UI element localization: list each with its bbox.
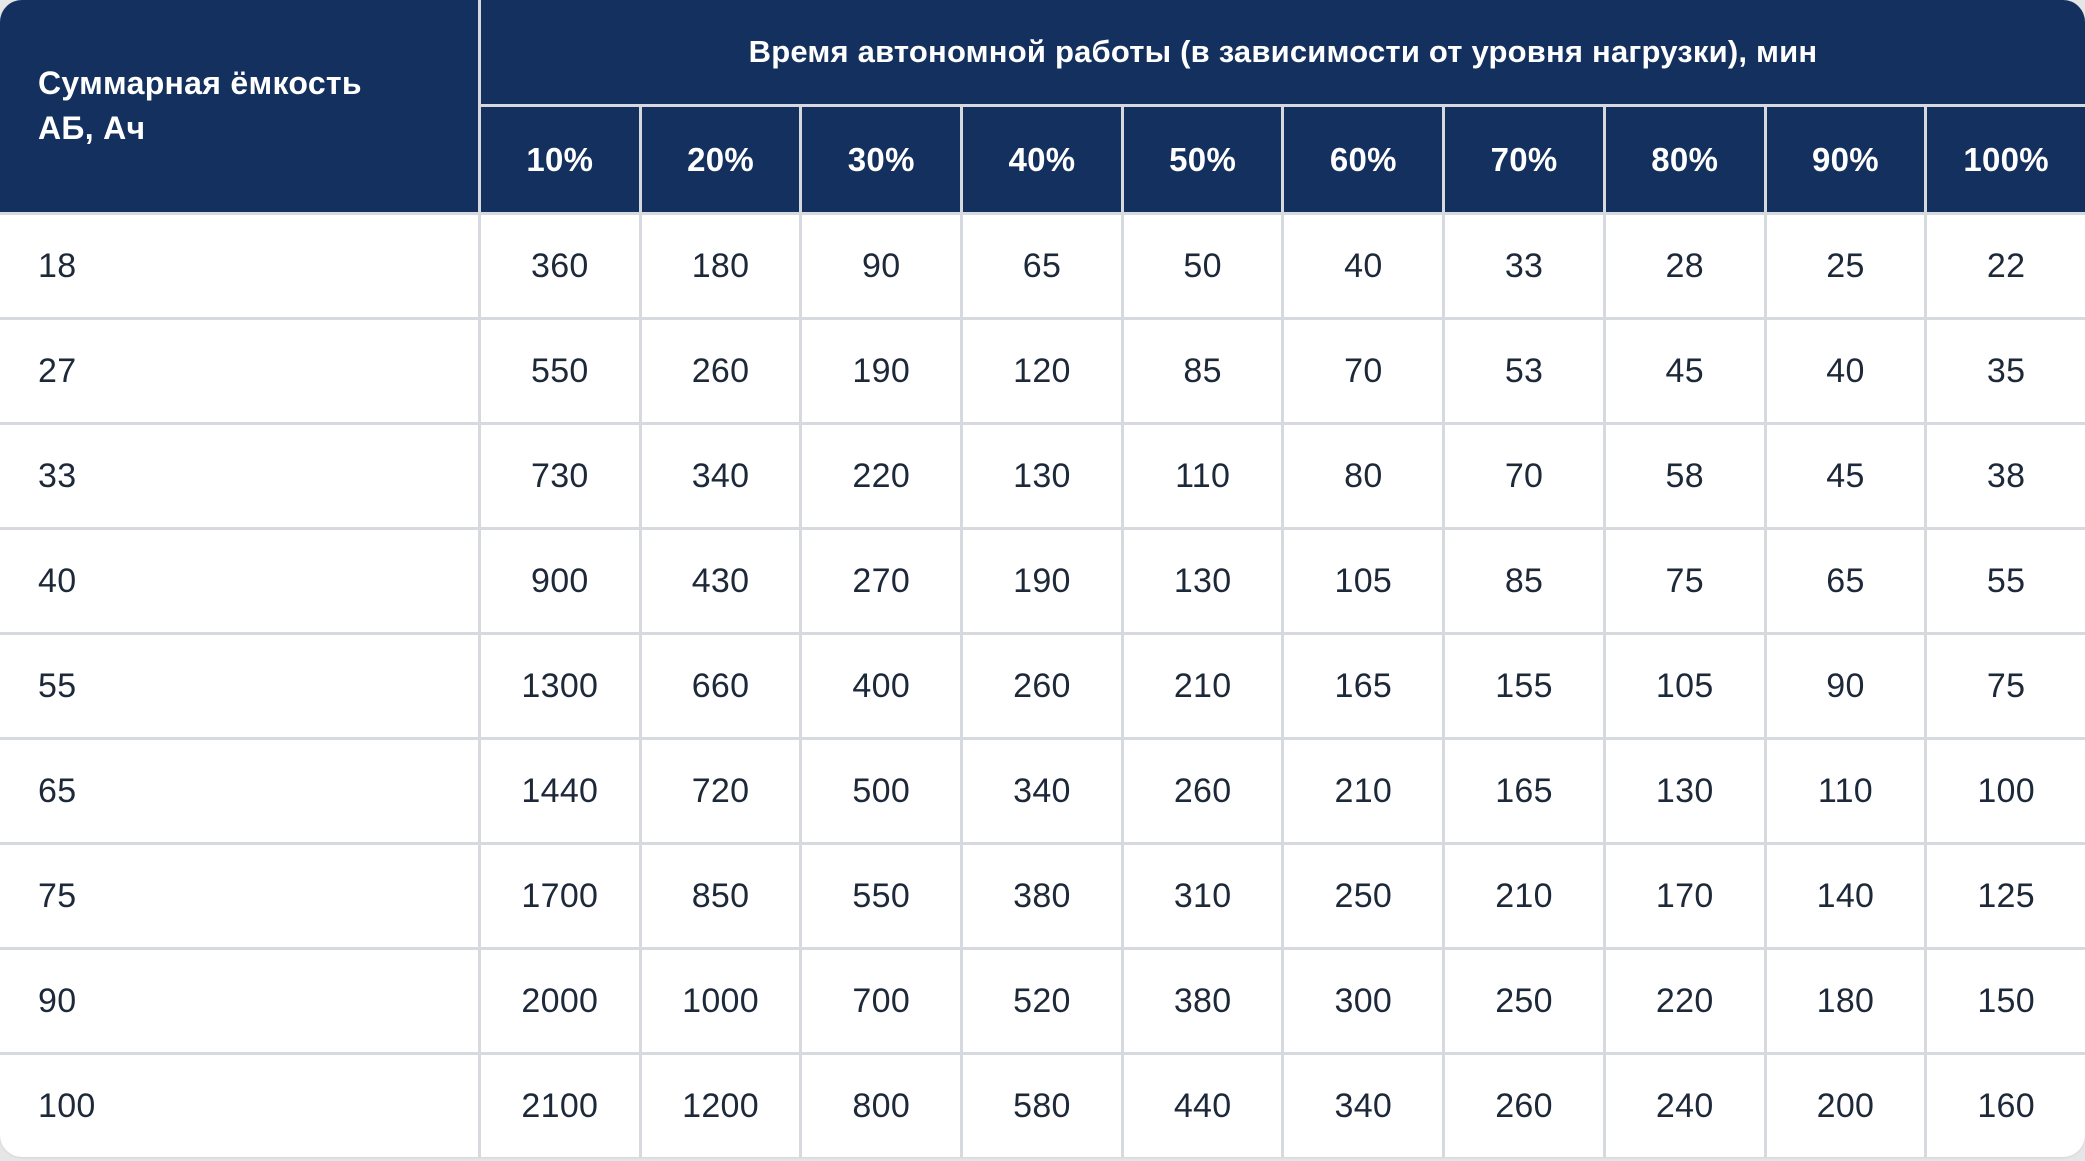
runtime-value-cell: 800 [802,1055,960,1157]
load-level-header-6: 60% [1284,107,1442,212]
runtime-value-cell: 270 [802,530,960,632]
load-level-header-4: 40% [963,107,1121,212]
runtime-value-cell: 28 [1606,215,1764,317]
runtime-value-cell: 105 [1606,635,1764,737]
runtime-value-cell: 380 [1124,950,1282,1052]
load-level-header-9: 90% [1767,107,1925,212]
runtime-value-cell: 130 [1606,740,1764,842]
runtime-value-cell: 55 [1927,530,2085,632]
runtime-value-cell: 660 [642,635,800,737]
runtime-value-cell: 125 [1927,845,2085,947]
runtime-value-cell: 210 [1124,635,1282,737]
runtime-value-cell: 2100 [481,1055,639,1157]
load-level-header-7: 70% [1445,107,1603,212]
runtime-value-cell: 700 [802,950,960,1052]
runtime-value-cell: 190 [802,320,960,422]
runtime-value-cell: 38 [1927,425,2085,527]
capacity-cell: 33 [0,425,478,527]
runtime-value-cell: 260 [1124,740,1282,842]
runtime-value-cell: 500 [802,740,960,842]
load-level-header-2: 20% [642,107,800,212]
runtime-value-cell: 140 [1767,845,1925,947]
runtime-value-cell: 50 [1124,215,1282,317]
runtime-value-cell: 210 [1284,740,1442,842]
runtime-value-cell: 85 [1124,320,1282,422]
runtime-value-cell: 165 [1284,635,1442,737]
runtime-group-header: Время автономной работы (в зависимости от уровня нагрузки), мин [481,0,2085,104]
capacity-cell: 90 [0,950,478,1052]
runtime-value-cell: 550 [481,320,639,422]
runtime-value-cell: 900 [481,530,639,632]
runtime-value-cell: 75 [1927,635,2085,737]
runtime-value-cell: 250 [1445,950,1603,1052]
runtime-value-cell: 65 [1767,530,1925,632]
runtime-value-cell: 70 [1445,425,1603,527]
runtime-value-cell: 58 [1606,425,1764,527]
load-level-header-10: 100% [1927,107,2085,212]
runtime-value-cell: 160 [1927,1055,2085,1157]
capacity-column-header-line1: Суммарная ёмкость [38,65,362,102]
runtime-value-cell: 220 [802,425,960,527]
runtime-value-cell: 260 [1445,1055,1603,1157]
runtime-value-cell: 240 [1606,1055,1764,1157]
capacity-cell: 65 [0,740,478,842]
capacity-cell: 18 [0,215,478,317]
runtime-value-cell: 22 [1927,215,2085,317]
runtime-value-cell: 150 [1927,950,2085,1052]
runtime-value-cell: 550 [802,845,960,947]
runtime-value-cell: 40 [1284,215,1442,317]
load-level-header-1: 10% [481,107,639,212]
runtime-value-cell: 1300 [481,635,639,737]
runtime-value-cell: 53 [1445,320,1603,422]
runtime-value-cell: 1000 [642,950,800,1052]
runtime-value-cell: 400 [802,635,960,737]
runtime-value-cell: 440 [1124,1055,1282,1157]
load-level-header-5: 50% [1124,107,1282,212]
runtime-value-cell: 520 [963,950,1121,1052]
runtime-value-cell: 70 [1284,320,1442,422]
runtime-value-cell: 260 [642,320,800,422]
runtime-value-cell: 180 [1767,950,1925,1052]
runtime-value-cell: 90 [802,215,960,317]
runtime-value-cell: 110 [1124,425,1282,527]
runtime-value-cell: 2000 [481,950,639,1052]
runtime-value-cell: 720 [642,740,800,842]
capacity-cell: 75 [0,845,478,947]
runtime-value-cell: 45 [1767,425,1925,527]
load-level-header-8: 80% [1606,107,1764,212]
runtime-value-cell: 580 [963,1055,1121,1157]
runtime-value-cell: 1700 [481,845,639,947]
runtime-value-cell: 35 [1927,320,2085,422]
runtime-value-cell: 340 [1284,1055,1442,1157]
capacity-cell: 40 [0,530,478,632]
runtime-value-cell: 45 [1606,320,1764,422]
runtime-value-cell: 200 [1767,1055,1925,1157]
capacity-cell: 100 [0,1055,478,1157]
runtime-value-cell: 1440 [481,740,639,842]
runtime-value-cell: 80 [1284,425,1442,527]
capacity-cell: 27 [0,320,478,422]
runtime-value-cell: 850 [642,845,800,947]
runtime-value-cell: 155 [1445,635,1603,737]
runtime-value-cell: 260 [963,635,1121,737]
runtime-value-cell: 180 [642,215,800,317]
runtime-value-cell: 380 [963,845,1121,947]
runtime-value-cell: 190 [963,530,1121,632]
runtime-value-cell: 165 [1445,740,1603,842]
capacity-column-header [0,0,478,212]
runtime-value-cell: 1200 [642,1055,800,1157]
runtime-value-cell: 40 [1767,320,1925,422]
runtime-value-cell: 340 [642,425,800,527]
runtime-value-cell: 310 [1124,845,1282,947]
runtime-value-cell: 360 [481,215,639,317]
runtime-value-cell: 25 [1767,215,1925,317]
runtime-value-cell: 170 [1606,845,1764,947]
runtime-value-cell: 100 [1927,740,2085,842]
runtime-value-cell: 33 [1445,215,1603,317]
capacity-column-header-line2: АБ, Ач [38,110,146,146]
runtime-value-cell: 300 [1284,950,1442,1052]
runtime-value-cell: 130 [963,425,1121,527]
runtime-value-cell: 210 [1445,845,1603,947]
load-level-header-3: 30% [802,107,960,212]
runtime-value-cell: 90 [1767,635,1925,737]
runtime-value-cell: 220 [1606,950,1764,1052]
runtime-value-cell: 730 [481,425,639,527]
runtime-value-cell: 110 [1767,740,1925,842]
runtime-value-cell: 430 [642,530,800,632]
runtime-value-cell: 105 [1284,530,1442,632]
capacity-cell: 55 [0,635,478,737]
runtime-value-cell: 85 [1445,530,1603,632]
runtime-value-cell: 75 [1606,530,1764,632]
runtime-value-cell: 130 [1124,530,1282,632]
runtime-value-cell: 340 [963,740,1121,842]
runtime-value-cell: 120 [963,320,1121,422]
runtime-value-cell: 65 [963,215,1121,317]
runtime-value-cell: 250 [1284,845,1442,947]
